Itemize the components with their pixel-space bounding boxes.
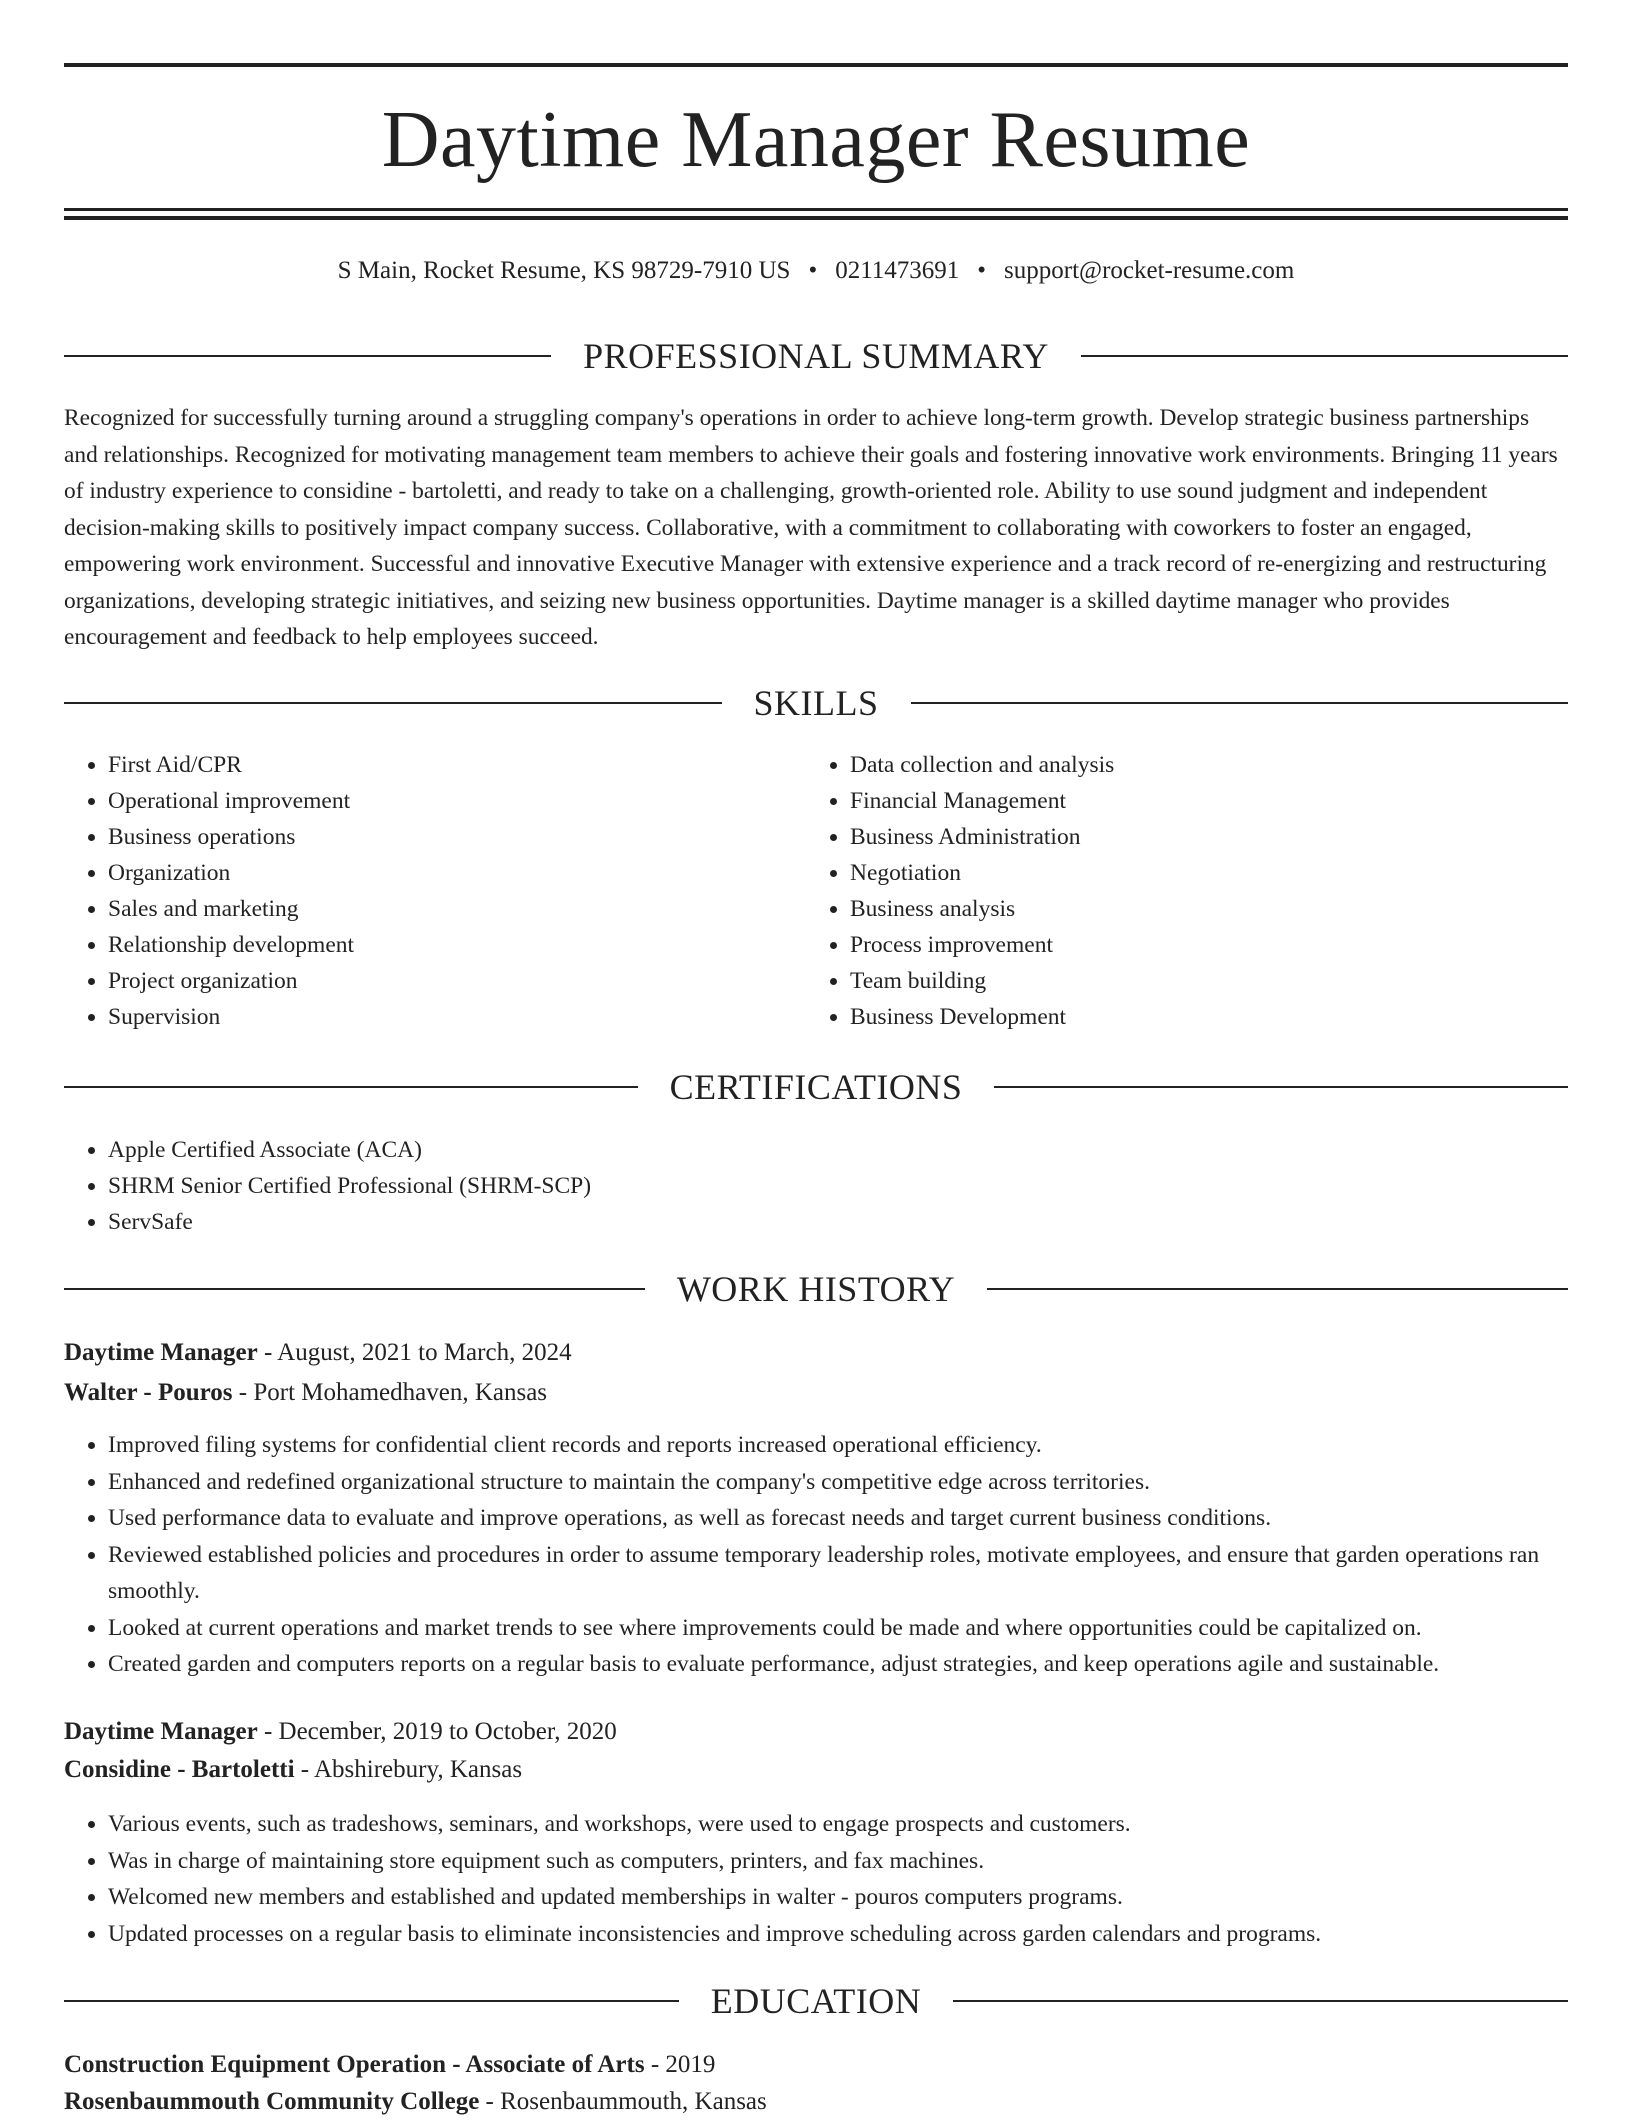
job-duty-item: • Welcomed new members and established and updated memberships in walter - pouros computers programs.	[108, 1879, 1568, 1916]
section-title: SKILLS	[753, 683, 879, 723]
skill-item: • Team building	[850, 963, 1548, 999]
skill-item: • Operational improvement	[108, 783, 806, 819]
section-title: CERTIFICATIONS	[669, 1067, 963, 1107]
heading-rule	[64, 2000, 679, 2002]
education-school: Rosenbaummouth Community College	[64, 2088, 480, 2115]
skill-item: • Business analysis	[850, 891, 1548, 927]
certifications-list	[64, 1132, 1568, 1240]
job-duty-item: • Looked at current operations and market trends to see where improvements could be made and where opportunities could be capitalized on.	[108, 1610, 1568, 1647]
job-duty-item: • Created garden and computers reports on a regular basis to evaluate performance, adjust strategies, and keep operations agile and sustainable.	[108, 1646, 1568, 1683]
skill-item: • Data collection and analysis	[850, 747, 1548, 783]
top-rule	[64, 63, 1568, 67]
heading-rule	[64, 1288, 645, 1290]
job-duty-item: • Reviewed established policies and procedures in order to assume temporary leadership roles, motivate employees, and ensure that garden operations ran smoothly.	[108, 1537, 1568, 1610]
job-duty-item: • Various events, such as tradeshows, seminars, and workshops, were used to engage prospects and customers.	[108, 1806, 1568, 1843]
job-employer-line	[64, 1375, 1568, 1411]
job-employer: Considine - Bartoletti	[64, 1756, 295, 1783]
education-degree: Construction Equipment Operation - Associate of Arts	[64, 2051, 645, 2078]
job-duties	[64, 1806, 1568, 1952]
heading-rule	[64, 355, 551, 357]
job-title-line	[64, 1714, 1568, 1750]
contact-phone: 0211473691	[835, 257, 960, 284]
skills-column-left	[64, 747, 806, 1035]
section-title: WORK HISTORY	[676, 1269, 956, 1309]
skill-item: • Negotiation	[850, 855, 1548, 891]
section-heading-skills	[64, 681, 1568, 725]
heading-rule	[987, 1288, 1568, 1290]
skills-column-right	[806, 747, 1548, 1035]
summary-paragraph: Recognized for successfully turning around a struggling company's operations in order to achieve long-term growth. Develop strategic business partnerships and relationships. Recognized for motivating management team members to achieve their goals and fostering innovative work environments. Bringing 11 years of industry experience to considine - bartoletti, and ready to take on a challenging, growth-oriented role. Ability to use sound judgment and independent decision-making skills to positively impact company success. Collaborative, with a commitment to collaborating with coworkers to foster an engaged, empowering work environment. Successful and innovative Executive Manager with extensive experience and a track record of re-energizing and restructuring organizations, developing strategic initiatives, and seizing new business opportunities. Daytime manager is a skilled daytime manager who provides encouragement and feedback to help employees succeed.	[64, 405, 1558, 650]
skill-item: • Process improvement	[850, 927, 1548, 963]
section-heading-summary	[64, 334, 1568, 378]
job-location: - Port Mohamedhaven, Kansas	[232, 1379, 548, 1406]
section-title: PROFESSIONAL SUMMARY	[583, 336, 1049, 376]
job-dates: - December, 2019 to October, 2020	[257, 1718, 617, 1745]
job-location: - Abshirebury, Kansas	[294, 1756, 523, 1783]
education-degree-line	[64, 2047, 1568, 2083]
education-year: - 2019	[644, 2051, 716, 2078]
job-duty-item: • Updated processes on a regular basis to eliminate inconsistencies and improve scheduling across garden calendars and programs.	[108, 1916, 1568, 1953]
contact-separator: •	[977, 257, 987, 284]
job-duties	[64, 1427, 1568, 1683]
skills-list	[64, 747, 1568, 1035]
section-title: EDUCATION	[710, 1981, 922, 2021]
contact-email: support@rocket-resume.com	[1004, 257, 1295, 284]
job-employer: Walter - Pouros	[64, 1379, 233, 1406]
heading-rule	[994, 1086, 1568, 1088]
skill-item: • Financial Management	[850, 783, 1548, 819]
job-dates: - August, 2021 to March, 2024	[257, 1339, 572, 1366]
heading-rule	[911, 702, 1569, 704]
contact-address: S Main, Rocket Resume, KS 98729-7910 US	[337, 257, 791, 284]
skill-item: • Supervision	[108, 999, 806, 1035]
job-duty-item: • Was in charge of maintaining store equipment such as computers, printers, and fax machines.	[108, 1843, 1568, 1880]
skill-item: • Business Development	[850, 999, 1548, 1035]
section-heading-work-history	[64, 1267, 1568, 1311]
skill-item: • First Aid/CPR	[108, 747, 806, 783]
certification-item: • ServSafe	[108, 1204, 1568, 1240]
job-duty-item: • Enhanced and redefined organizational structure to maintain the company's competitive edge across territories.	[108, 1464, 1568, 1501]
resume-title: Daytime Manager Resume	[381, 96, 1251, 184]
contact-line	[64, 254, 1568, 288]
job-duty-item: • Improved filing systems for confidential client records and reports increased operational efficiency.	[108, 1427, 1568, 1464]
title-rule-upper	[64, 208, 1568, 211]
skill-item: • Business operations	[108, 819, 806, 855]
job-title: Daytime Manager	[64, 1718, 258, 1745]
certification-item: • SHRM Senior Certified Professional (SHRM-SCP)	[108, 1168, 1568, 1204]
job-duty-item: • Used performance data to evaluate and improve operations, as well as forecast needs and target current business conditions.	[108, 1500, 1568, 1537]
job-title: Daytime Manager	[64, 1339, 258, 1366]
skill-item: • Relationship development	[108, 927, 806, 963]
education-location: - Rosenbaummouth, Kansas	[479, 2088, 767, 2115]
contact-separator: •	[808, 257, 818, 284]
skill-item: • Sales and marketing	[108, 891, 806, 927]
job-title-line	[64, 1335, 1568, 1371]
heading-rule	[64, 1086, 638, 1088]
job-employer-line	[64, 1752, 1568, 1788]
skill-item: • Business Administration	[850, 819, 1548, 855]
certification-item: • Apple Certified Associate (ACA)	[108, 1132, 1568, 1168]
skill-item: • Organization	[108, 855, 806, 891]
heading-rule	[1081, 355, 1568, 357]
heading-rule	[64, 702, 722, 704]
section-heading-education	[64, 1979, 1568, 2023]
title-rule-lower	[64, 216, 1568, 220]
education-school-line	[64, 2084, 1568, 2120]
section-heading-certifications	[64, 1065, 1568, 1109]
skill-item: • Project organization	[108, 963, 806, 999]
heading-rule	[953, 2000, 1568, 2002]
